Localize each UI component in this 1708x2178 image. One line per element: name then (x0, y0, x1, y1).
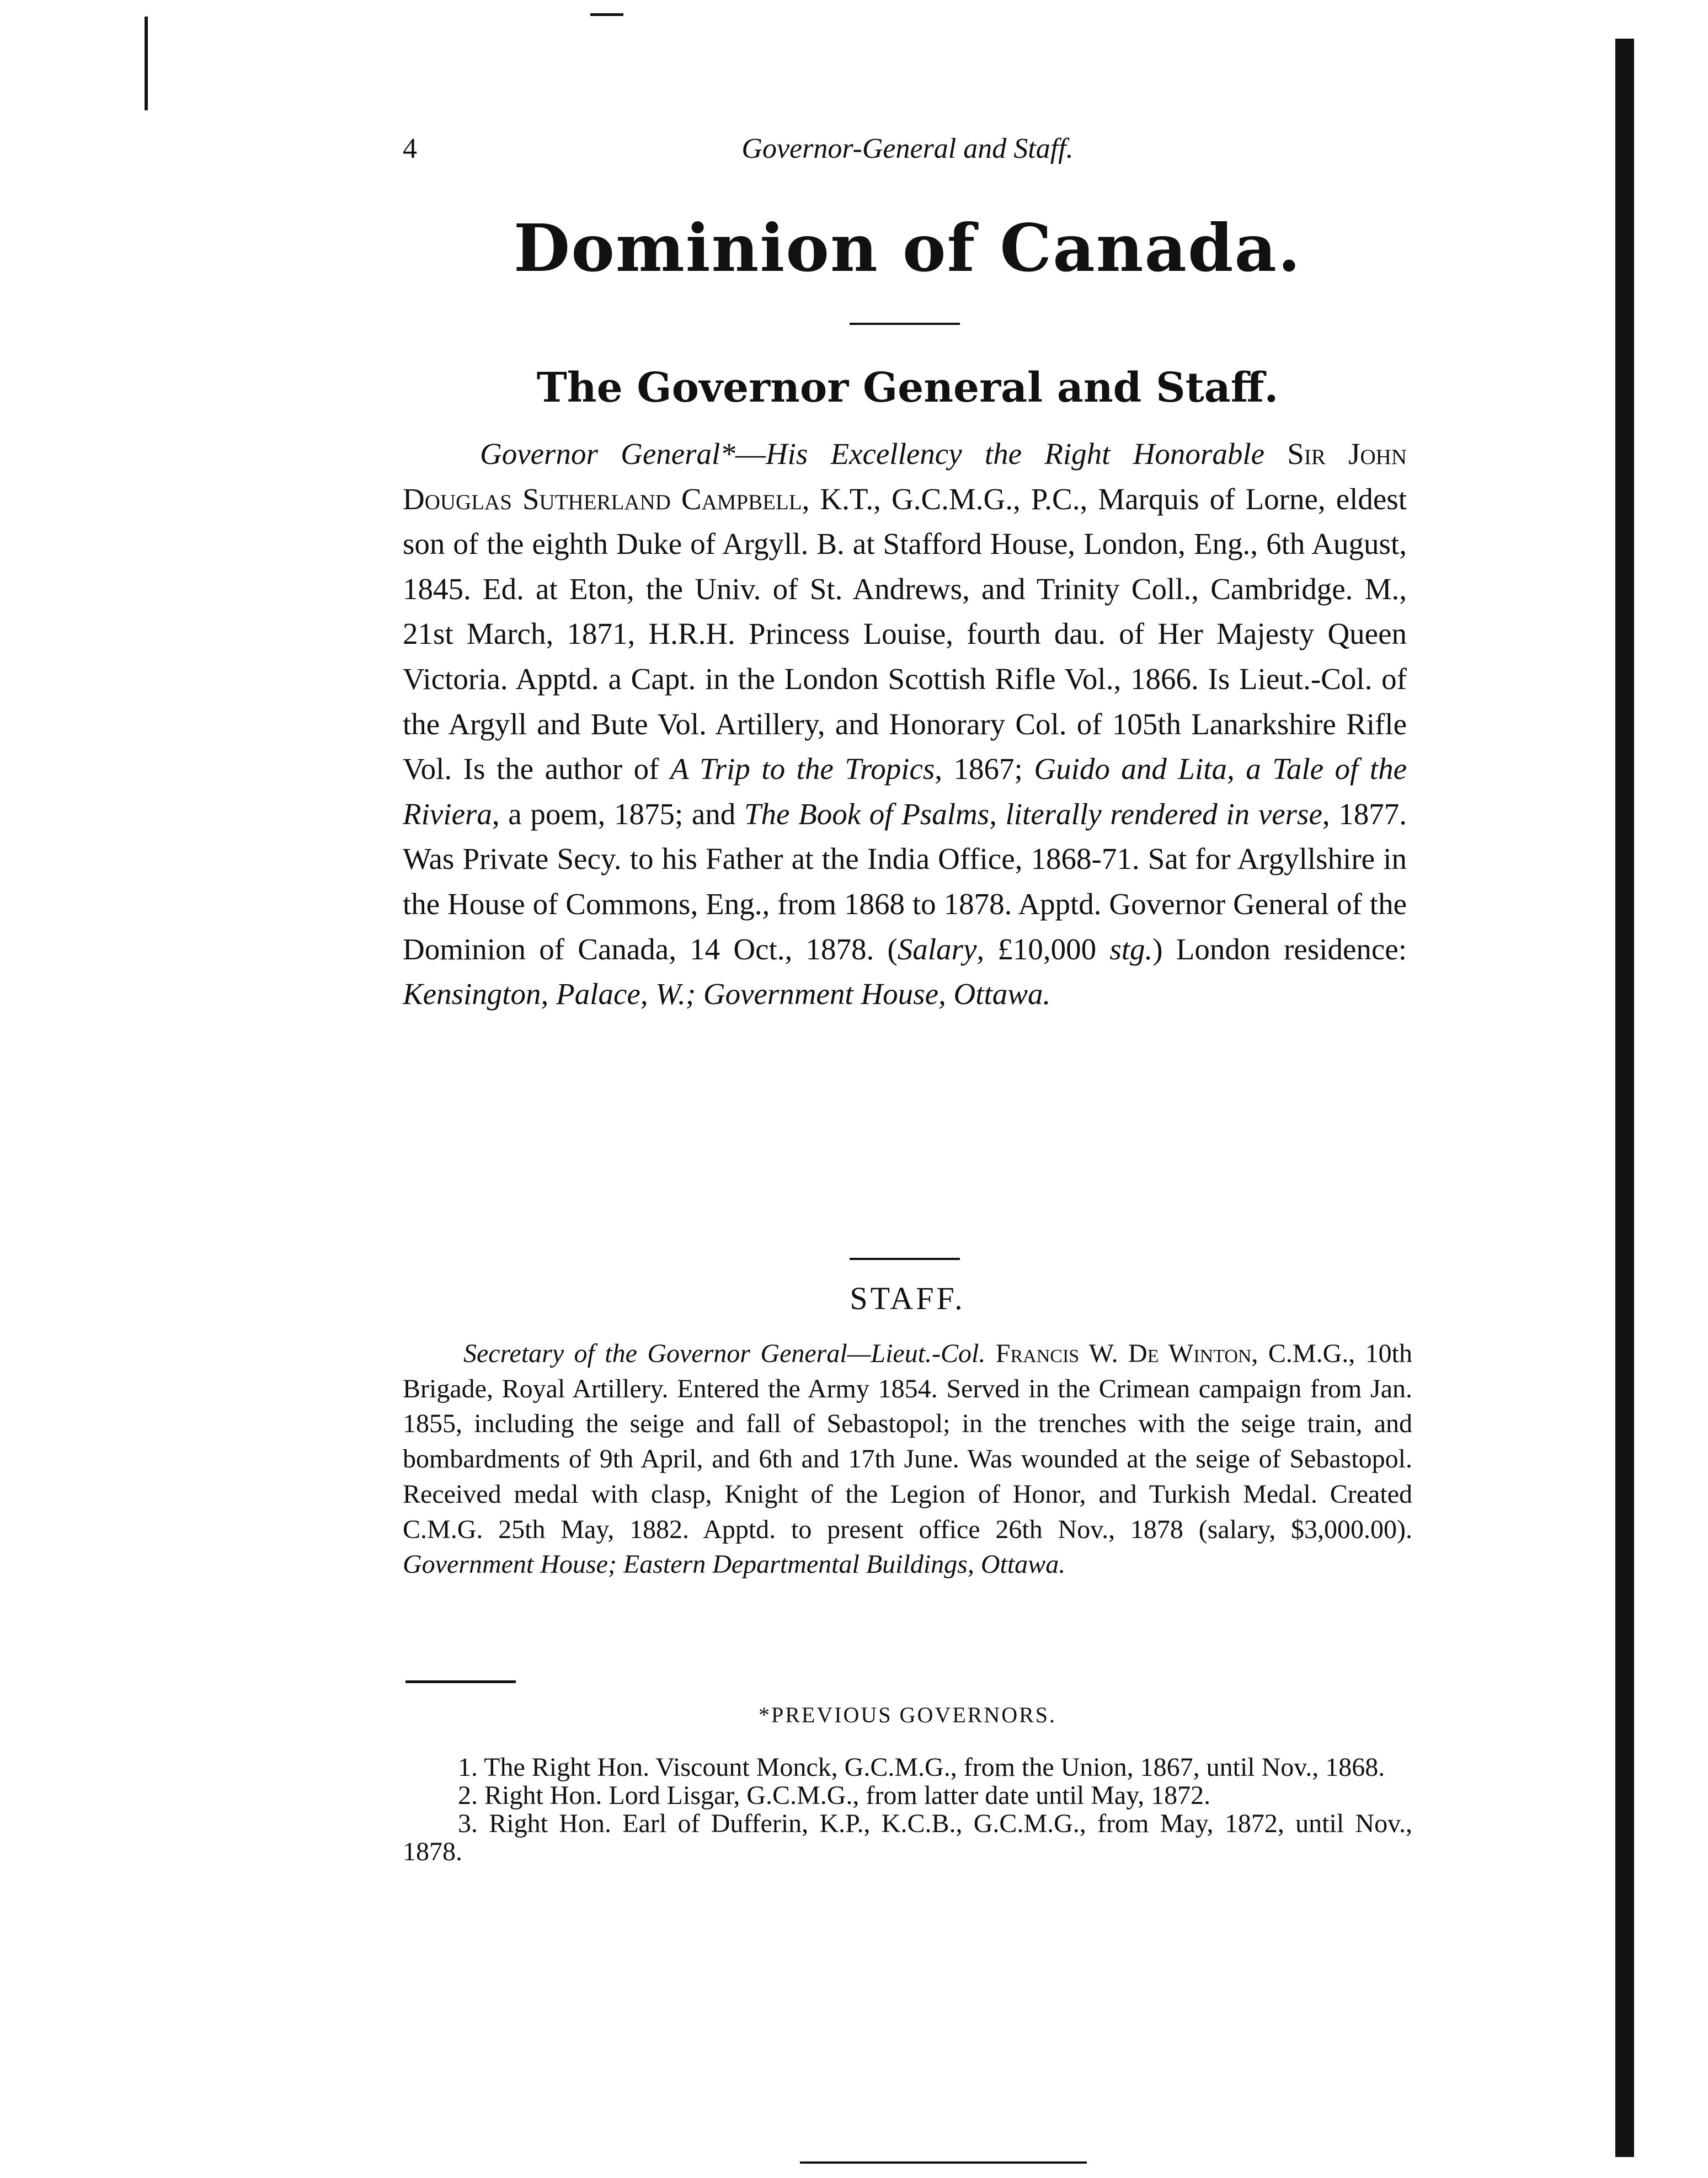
bio-text-3: , a poem, 1875; and (492, 797, 744, 831)
staff-heading: STAFF. (850, 1280, 965, 1316)
bio-book-2: Guido and Lita, a Tale of the Riviera (403, 752, 1407, 831)
section-title: The Governor General and Staff. (536, 364, 1279, 412)
previous-governors-list (403, 1753, 1412, 1866)
bio-name: Sir John Douglas Sutherland Campbell (403, 437, 1407, 516)
staff-name: Francis W. De Winton (995, 1339, 1252, 1368)
bio-dash: — (735, 437, 766, 471)
bio-label: Governor General* (480, 437, 735, 471)
footnote-rule (405, 1680, 516, 1683)
bio-text-6: ) London residence: (1152, 932, 1407, 966)
bio-text-2: , 1867; (935, 752, 1034, 786)
list-item: 2. Right Hon. Lord Lisgar, G.C.M.G., from latter date until May, 1872. (458, 1781, 1211, 1810)
page-header (403, 132, 1412, 177)
governor-general-biography (403, 431, 1407, 1017)
staff-address: Government House; Eastern Departmental Buildings, Ottawa. (403, 1550, 1066, 1579)
title-rule (850, 323, 960, 325)
bio-book-1: A Trip to the Tropics (670, 752, 935, 786)
list-item: 1. The Right Hon. Viscount Monck, G.C.M.G., from the Union, 1867, until Nov., 1868. (458, 1753, 1385, 1782)
bio-book-3: The Book of Psalms, literally rendered in verse (744, 797, 1322, 831)
staff-secretary-entry (403, 1336, 1412, 1582)
bio-text-1: , K.T., G.C.M.G., P.C., Marquis of Lorne, eldest son of the eighth Duke of Argyll. B. at Stafford House, London, Eng., 6th August, 1845. Ed. at Eton, the Univ. of St. Andrews, and Trinity Coll., Cambridge. M., 21st March, 1871, H.R.H. Princess Louise, fourth dau. of Her Majesty Queen Victoria. Apptd. a Capt. in the London Scottish Rifle Vol., 1866. Is Lieut.-Col. of the Argyll and Bute Vol. Artillery, and Honorary Col. of 105th Lanarkshire Rifle Vol. Is the author of (403, 482, 1407, 786)
list-item: 3. Right Hon. Earl of Dufferin, K.P., K.C.B., G.C.M.G., from May, 1872, until Nov., 1878. (403, 1809, 1412, 1866)
bio-text-5: , £10,000 (976, 932, 1110, 966)
staff-text: , C.M.G., 10th Brigade, Royal Artillery. Entered the Army 1854. Served in the Crimean campaign from Jan. 1855, including the seige and fall of Sebastopol; in the trenches with the seige train, and bombardments of 9th April, and 6th and 17th June. Was wounded at the seige of Sebastopol. Received medal with clasp, Knight of the Legion of Honor, and Turkish Medal. Created C.M.G. 25th May, 1882. Apptd. to present office 26th Nov., 1878 (salary, $3,000.00). (403, 1339, 1412, 1544)
staff-rule (850, 1258, 960, 1260)
bio-salary-label: Salary (897, 932, 977, 966)
page-number: 4 (403, 133, 417, 164)
bio-intro: His Excellency the Right Honorable (765, 437, 1265, 471)
previous-governors-heading: *PREVIOUS GOVERNORS. (758, 1702, 1057, 1727)
bio-salary-unit: stg. (1109, 932, 1153, 966)
bio-text-4: , 1877. Was Private Secy. to his Father at the India Office, 1868-71. Sat for Argyllshire in the House of Commons, Eng., from 1868 to 1878. Apptd. Governor General of the Dominion of Canada, 14 Oct., 1878. ( (403, 797, 1407, 966)
bio-residence: Kensington, Palace, W.; Government House, Ottawa. (403, 977, 1051, 1011)
running-title: Governor-General and Staff. (741, 133, 1074, 164)
page-title: Dominion of Canada. (513, 210, 1302, 286)
staff-label: Secretary of the Governor General—Lieut.-Col. (463, 1339, 986, 1368)
